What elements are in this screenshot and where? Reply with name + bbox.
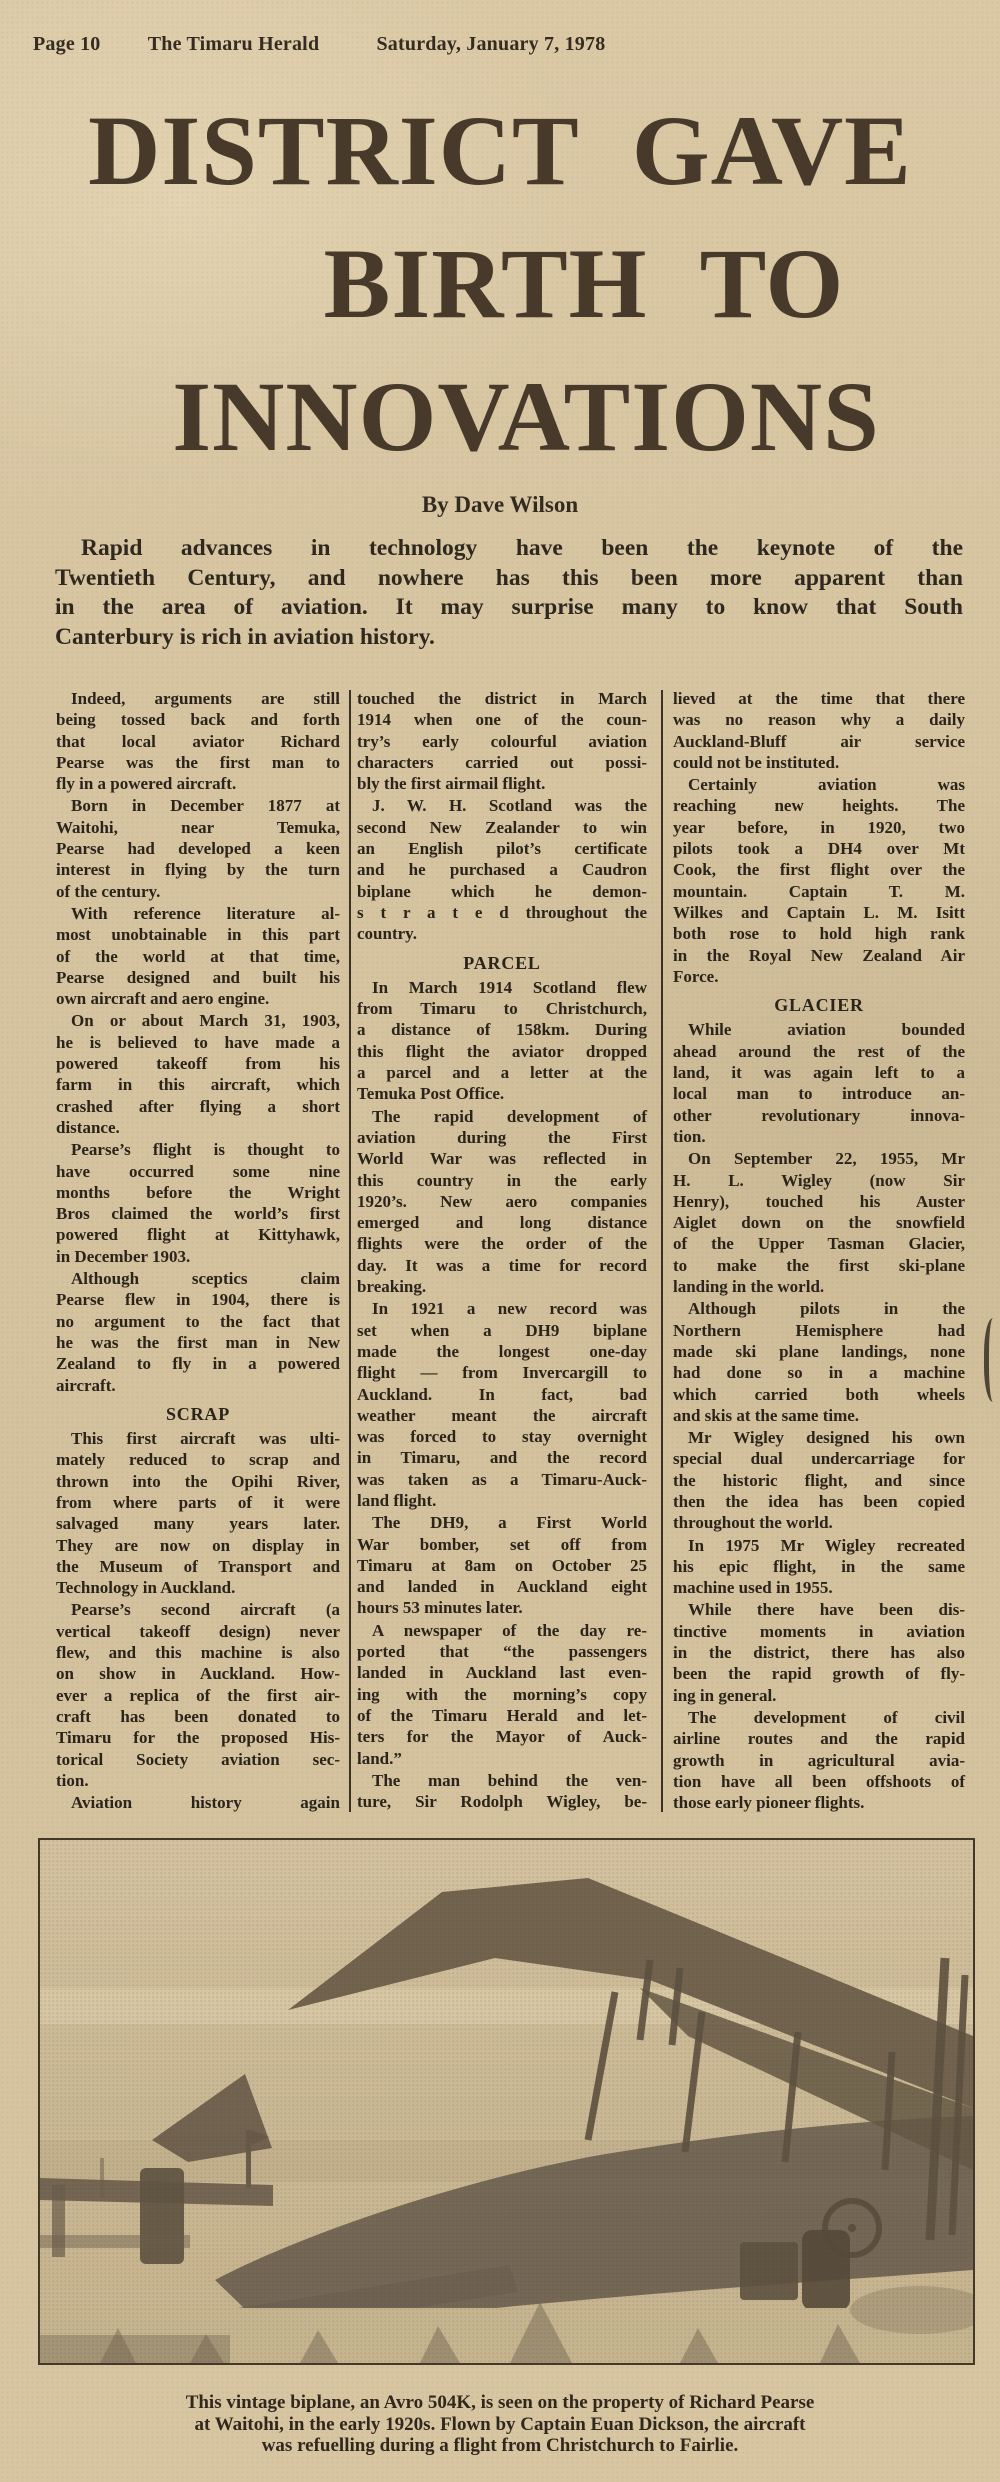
article-paragraph [56, 1268, 340, 1396]
article-line: throughout the world. [673, 1513, 833, 1533]
article-line: Pearse had developed a keen [56, 839, 340, 859]
article-line: try’s early colourful aviation [357, 731, 647, 751]
article-line: ahead around the rest of the [673, 1041, 965, 1061]
article-line: his epic flight, in the same [673, 1556, 965, 1576]
article-line: emerged and long distance [357, 1213, 647, 1233]
issue-date: Saturday, January 7, 1978 [376, 33, 606, 55]
article-line: those early pioneer flights. [673, 1793, 865, 1813]
article-line: of the century. [56, 881, 161, 901]
article-line: On September 22, 1955, Mr [688, 1149, 965, 1169]
article-paragraph [56, 1428, 340, 1598]
article-paragraph [357, 688, 647, 794]
article-paragraph [357, 1298, 647, 1511]
article-line: ever a replica of the first air- [56, 1685, 340, 1705]
article-line: The man behind the ven- [372, 1770, 647, 1790]
article-line: that local aviator Richard [56, 731, 340, 751]
article-paragraph [673, 1535, 965, 1599]
article-line: set when a DH9 biplane [357, 1320, 647, 1340]
article-line: craft has been donated to [56, 1706, 340, 1726]
article-paragraph [56, 1599, 340, 1791]
article-line: 1914 when one of the coun- [357, 710, 647, 730]
article-line: being tossed back and forth [56, 710, 340, 730]
article-line: pilots took a DH4 over Mt [673, 839, 965, 859]
article-line: ing in general. [673, 1685, 777, 1705]
biplane-photo-graphic [40, 1840, 973, 2363]
article-line: salvaged many years later. [56, 1514, 340, 1534]
article-line: both rose to hold high rank [673, 924, 965, 944]
article-line: Born in December 1877 at [71, 796, 340, 816]
article-line: year before, in 1920, two [673, 817, 965, 837]
article-line: an English pilot’s certificate [357, 839, 647, 859]
article-line: then the idea has been copied [673, 1491, 965, 1511]
article-line: tinctive moments in aviation [673, 1621, 965, 1641]
article-column-3 [673, 688, 965, 1814]
article-line: airline routes and the rapid [673, 1729, 965, 1749]
article-line: While there have been dis- [688, 1600, 965, 1620]
article-line: World War was reflected in [357, 1149, 647, 1169]
article-paragraph [673, 1427, 965, 1533]
article-line: hours 53 minutes later. [357, 1598, 523, 1618]
article-line: Waitohi, near Temuka, [56, 817, 340, 837]
article-line: from Timaru to Christchurch, [357, 999, 647, 1019]
article-line: Aiglet down on the snowfield [673, 1213, 965, 1233]
article-line: of the Upper Tasman Glacier, [673, 1234, 965, 1254]
article-line: ing with the morning’s copy [357, 1684, 647, 1704]
article-line: Northern Hemisphere had [673, 1320, 965, 1340]
article-line: this country in the early [357, 1170, 647, 1190]
article-line: tion have all been offshoots of [673, 1771, 965, 1791]
article-paragraph [673, 1298, 965, 1426]
article-line: to make the first ski-plane [673, 1255, 965, 1275]
article-line: s t r a t e d throughout the [357, 902, 647, 922]
article-line: the Museum of Transport and [56, 1556, 340, 1576]
article-line: In March 1914 Scotland flew [372, 977, 647, 997]
article-line: biplane which he demon- [357, 881, 647, 901]
article-line: Zealand to fly in a powered [56, 1354, 340, 1374]
article-line: own aircraft and aero engine. [56, 989, 270, 1009]
headline-line: BIRTH TO [323, 228, 845, 339]
article-line: flights were the order of the [357, 1234, 647, 1254]
article-line: bly the first airmail flight. [357, 774, 546, 794]
article-paragraph [673, 1148, 965, 1297]
article-line: Aviation history again [71, 1793, 340, 1813]
article-line: special dual undercarriage for [673, 1449, 965, 1469]
article-paragraph [673, 1019, 965, 1147]
lead-paragraph [55, 534, 963, 652]
article-line: powered flight at Kittyhawk, [56, 1225, 340, 1245]
article-line: country. [357, 924, 417, 944]
article-line: could not be instituted. [673, 752, 840, 772]
article-paragraph [56, 1792, 340, 1813]
article-line: tion. [56, 1770, 89, 1790]
article-paragraph [357, 1512, 647, 1618]
article-line: from where parts of it were [56, 1492, 340, 1512]
article-paragraph [357, 977, 647, 1105]
lead-line: Rapid advances in technology have been the keynote of the [81, 535, 963, 561]
caption-line: This vintage biplane, an Avro 504K, is seen on the property of Richard Pearse [185, 2392, 815, 2413]
article-line: With reference literature al- [71, 903, 340, 923]
article-line: aircraft. [56, 1375, 116, 1395]
article-line: War bomber, set off from [357, 1534, 647, 1554]
article-line: mountain. Captain T. M. [673, 881, 965, 901]
article-line: Mr Wigley designed his own [688, 1428, 965, 1448]
article-line: was forced to stay overnight [357, 1427, 647, 1447]
page-number: Page 10 [33, 33, 101, 55]
article-line: this flight the aviator dropped [357, 1041, 647, 1061]
caption-line: was refuelling during a flight from Christchurch to Fairlie. [261, 2435, 739, 2456]
article-line: A newspaper of the day re- [372, 1620, 647, 1640]
article-line: months before the Wright [56, 1182, 340, 1202]
article-line: and landed in Auckland eight [357, 1577, 647, 1597]
article-paragraph [673, 1599, 965, 1705]
article-line: In 1921 a new record was [372, 1299, 647, 1319]
article-line: growth in agricultural avia- [673, 1750, 965, 1770]
article-line: H. L. Wigley (now Sir [673, 1170, 965, 1190]
article-line: interest in flying by the turn [56, 860, 340, 880]
article-line: mately reduced to scrap and [56, 1450, 340, 1470]
article-line: The DH9, a First World [372, 1513, 647, 1533]
column-rule [349, 690, 351, 1812]
article-line: touched the district in March [357, 689, 647, 708]
article-line: land flight. [357, 1490, 437, 1510]
article-paragraph [56, 1139, 340, 1267]
article-line: most unobtainable in this part [56, 925, 340, 945]
article-paragraph [56, 795, 340, 901]
article-line: was taken as a Timaru-Auck- [357, 1469, 647, 1489]
article-line: J. W. H. Scotland was the [372, 796, 647, 816]
article-line: Pearse’s flight is thought to [71, 1140, 340, 1160]
article-line: Temuka Post Office. [357, 1084, 505, 1104]
article-line: no argument to the fact that [56, 1311, 340, 1331]
article-line: farm in this aircraft, which [56, 1075, 340, 1095]
article-line: Certainly aviation was [688, 775, 965, 795]
article-line: and he purchased a Caudron [357, 860, 647, 880]
article-line: Pearse’s second aircraft (a [71, 1600, 340, 1620]
article-paragraph [56, 688, 340, 794]
article-line: The development of civil [688, 1707, 965, 1727]
article-line: This first aircraft was ulti- [71, 1429, 340, 1449]
article-paragraph [357, 1770, 647, 1813]
article-line: second New Zealander to win [357, 817, 647, 837]
article-line: in December 1903. [56, 1246, 191, 1266]
article-line: machine used in 1955. [673, 1578, 833, 1598]
article-line: Indeed, arguments are still [71, 689, 340, 708]
article-paragraph [673, 688, 965, 773]
article-line: flight — from Invercargill to [357, 1363, 647, 1383]
lead-line: in the area of aviation. It may surprise many to know that South [55, 594, 963, 620]
scan-artifact [984, 1318, 1000, 1402]
article-line: Although pilots in the [688, 1299, 965, 1319]
article-line: weather meant the aircraft [357, 1405, 647, 1425]
article-line: day. It was a time for record [357, 1255, 647, 1275]
article-line: Technology in Auckland. [56, 1578, 236, 1598]
article-line: powered takeoff from his [56, 1054, 340, 1074]
article-line: lieved at the time that there [673, 689, 965, 708]
article-paragraph [357, 1620, 647, 1769]
article-line: land, it was again left to a [673, 1063, 965, 1083]
article-line: been the rapid growth of fly- [673, 1664, 965, 1684]
article-paragraph [56, 1010, 340, 1138]
article-line: of the world at that time, [56, 946, 340, 966]
article-line: in the Royal New Zealand Air [673, 945, 965, 965]
article-line: They are now on display in [56, 1535, 340, 1555]
article-line: tion. [673, 1126, 706, 1146]
lead-line: Canterbury is rich in aviation history. [55, 623, 435, 650]
article-line: Henry), touched his Auster [673, 1191, 965, 1211]
article-line: ported that “the passengers [357, 1642, 647, 1662]
article-line: local man to introduce an- [673, 1084, 965, 1104]
article-line: Cook, the first flight over the [673, 860, 965, 880]
headline-line: INNOVATIONS [172, 361, 880, 472]
article-line: in the district, there has also [673, 1643, 965, 1663]
article-line: torical Society aviation sec- [56, 1749, 340, 1769]
article-paragraph [673, 1707, 965, 1813]
article-line: Auckland-Bluff air service [673, 731, 965, 751]
article-line: Pearse flew in 1904, there is [56, 1290, 340, 1310]
article-line: aviation during the First [357, 1127, 647, 1147]
photo-caption [0, 2392, 1000, 2457]
caption-line: at Waitohi, in the early 1920s. Flown by Captain Euan Dickson, the aircraft [194, 2413, 806, 2435]
article-line: Timaru for the proposed His- [56, 1728, 340, 1748]
article-line: on show in Auckland. How- [56, 1664, 340, 1684]
article-line: he was the first man in New [56, 1332, 340, 1352]
article-line: landed in Auckland last even- [357, 1663, 647, 1683]
article-line: was no reason why a daily [673, 710, 965, 730]
headline-line: DISTRICT GAVE [88, 95, 912, 206]
column-rule [661, 690, 663, 1812]
headline [0, 84, 1000, 483]
article-line: in Timaru, and the record [357, 1448, 647, 1468]
article-line: which carried both wheels [673, 1384, 965, 1404]
article-line: other revolutionary innova- [673, 1105, 965, 1125]
article-line: Pearse designed and built his [56, 967, 340, 987]
article-line: a distance of 158km. During [357, 1020, 647, 1040]
article-line: land.” [357, 1748, 402, 1768]
article-column-2 [357, 688, 647, 1813]
article-line: crashed after flying a short [56, 1096, 340, 1116]
article-line: made ski plane landings, none [673, 1341, 965, 1361]
section-subhead: GLACIER [774, 995, 864, 1016]
article-line: of the Timaru Herald and let- [357, 1705, 647, 1725]
article-paragraph [673, 774, 965, 987]
masthead: The Timaru Herald [147, 33, 320, 55]
article-line: The rapid development of [372, 1106, 647, 1126]
page-header [33, 33, 605, 56]
article-line: have occurred some nine [56, 1161, 340, 1181]
article-line: flew, and this machine is also [56, 1643, 340, 1663]
article-line: Force. [673, 966, 719, 986]
article-line: made the longest one-day [357, 1341, 647, 1361]
article-line: reaching new heights. The [673, 796, 965, 816]
article-paragraph [357, 795, 647, 944]
article-line: fly in a powered aircraft. [56, 774, 237, 794]
article-line: 1920’s. New aero companies [357, 1191, 647, 1211]
article-line: Timaru at 8am on October 25 [357, 1555, 647, 1575]
biplane-photo [38, 1838, 975, 2365]
article-line: ters for the Mayor of Auck- [357, 1727, 647, 1747]
article-line: vertical takeoff design) never [56, 1621, 340, 1641]
article-line: Although sceptics claim [71, 1269, 340, 1289]
article-line: he is believed to have made a [56, 1032, 340, 1052]
byline: By Dave Wilson [421, 492, 579, 517]
article-paragraph [357, 1106, 647, 1298]
article-line: landing in the world. [673, 1277, 825, 1297]
article-line: characters carried out possi- [357, 752, 647, 772]
article-line: On or about March 31, 1903, [71, 1011, 340, 1031]
article-line: In 1975 Mr Wigley recreated [688, 1535, 965, 1555]
article-line: a parcel and a letter at the [357, 1063, 647, 1083]
article-column-1 [56, 688, 340, 1814]
lead-line: Twentieth Century, and nowhere has this been more apparent than [55, 564, 963, 591]
article-line: While aviation bounded [688, 1020, 965, 1040]
article-line: had done so in a machine [673, 1363, 965, 1383]
article-line: the historic flight, and since [673, 1470, 965, 1490]
article-line: Bros claimed the world’s first [56, 1204, 340, 1224]
halftone-overlay [40, 1840, 973, 2363]
article-line: breaking. [357, 1277, 427, 1297]
section-subhead: SCRAP [165, 1403, 230, 1424]
article-line: distance. [56, 1117, 120, 1137]
article-line: and skis at the same time. [673, 1405, 860, 1425]
article-line: ture, Sir Rodolph Wigley, be- [357, 1792, 647, 1812]
article-line: Pearse was the first man to [56, 752, 340, 772]
article-line: thrown into the Opihi River, [56, 1471, 340, 1491]
article-paragraph [56, 903, 340, 1009]
article-line: Wilkes and Captain L. M. Isitt [673, 902, 965, 922]
article-line: Auckland. In fact, bad [357, 1384, 647, 1404]
section-subhead: PARCEL [463, 952, 541, 973]
